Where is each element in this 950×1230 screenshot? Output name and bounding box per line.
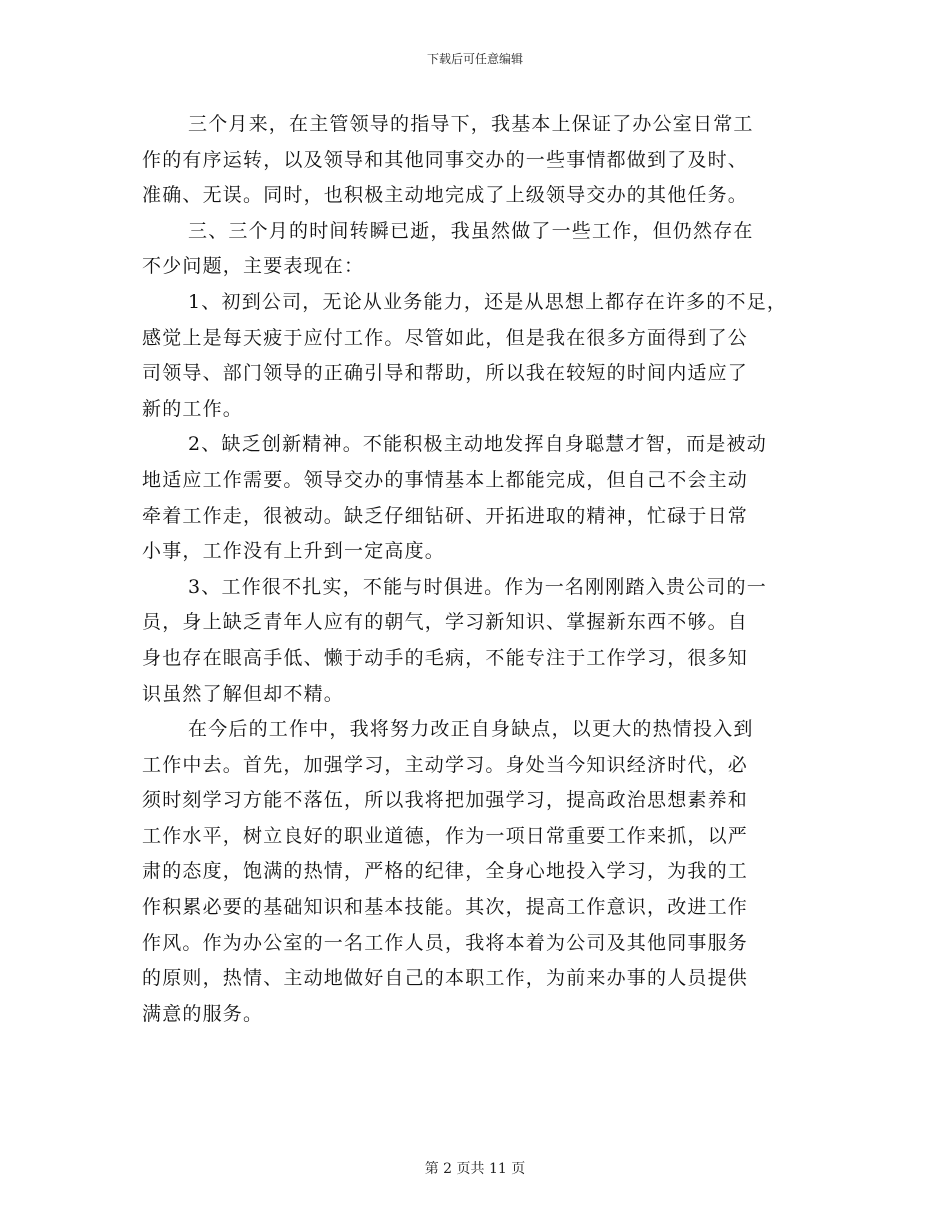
text-line: 不少问题，主要表现在： xyxy=(142,255,365,278)
text-line: 三个月来，在主管领导的指导下，我基本上保证了办公室日常工 xyxy=(188,113,754,135)
text-line: 员，身上缺乏青年人应有的朝气，学习新知识、掌握新东西不够。自 xyxy=(142,611,749,634)
text-line: 肃的态度，饱满的热情，严格的纪律，全身心地投入学习，为我的工 xyxy=(142,860,749,883)
text-line: 的原则，热情、主动地做好自己的本职工作，为前来办事的人员提供 xyxy=(142,967,749,990)
text-line: 1、初到公司，无论从业务能力，还是从思想上都存在许多的不足， xyxy=(188,290,788,313)
text-line: 须时刻学习方能不落伍，所以我将把加强学习，提高政治思想素养和 xyxy=(142,789,749,812)
text-line: 三、三个月的时间转瞬已逝，我虽然做了一些工作，但仍然存在 xyxy=(188,219,754,242)
text-line: 小事，工作没有上升到一定高度。 xyxy=(142,540,446,563)
text-line: 地适应工作需要。领导交办的事情基本上都能完成，但自己不会主动 xyxy=(142,468,749,491)
text-line: 新的工作。 xyxy=(142,397,244,420)
text-line: 工作中去。首先，加强学习，主动学习。身处当今知识经济时代，必 xyxy=(142,753,749,776)
text-line: 3、工作很不扎实，不能与时俱进。作为一名刚刚踏入贵公司的一 xyxy=(188,575,767,598)
text-line: 感觉上是每天疲于应付工作。尽管如此，但是我在很多方面得到了公 xyxy=(142,326,749,349)
text-line: 工作水平，树立良好的职业道德，作为一项日常重要工作来抓，以严 xyxy=(142,824,749,847)
text-line: 准确、无误。同时，也积极主动地完成了上级领导交办的其他任务。 xyxy=(142,184,749,207)
text-line: 牵着工作走，很被动。缺乏仔细钻研、开拓进取的精神，忙碌于日常 xyxy=(142,504,749,527)
text-line: 在今后的工作中，我将努力改正自身缺点，以更大的热情投入到 xyxy=(188,718,754,741)
text-line: 满意的服务。 xyxy=(142,1002,264,1025)
text-line: 司领导、部门领导的正确引导和帮助，所以我在较短的时间内适应了 xyxy=(142,362,749,385)
text-line: 2、缺乏创新精神。不能积极主动地发挥自身聪慧才智，而是被动 xyxy=(188,433,767,456)
text-line: 身也存在眼高手低、懒于动手的毛病，不能专注于工作学习，很多知 xyxy=(142,646,749,669)
text-line: 作的有序运转，以及领导和其他同事交办的一些事情都做到了及时、 xyxy=(142,148,749,171)
page-header: 下载后可任意编辑 xyxy=(426,52,523,66)
text-line: 作积累必要的基础知识和基本技能。其次，提高工作意识，改进工作 xyxy=(142,896,749,919)
text-line: 作风。作为办公室的一名工作人员，我将本着为公司及其他同事服务 xyxy=(142,931,749,954)
text-line: 识虽然了解但却不精。 xyxy=(142,682,345,705)
document-body xyxy=(142,112,832,1037)
page-footer: 第 2 页共 11 页 xyxy=(424,1161,526,1177)
